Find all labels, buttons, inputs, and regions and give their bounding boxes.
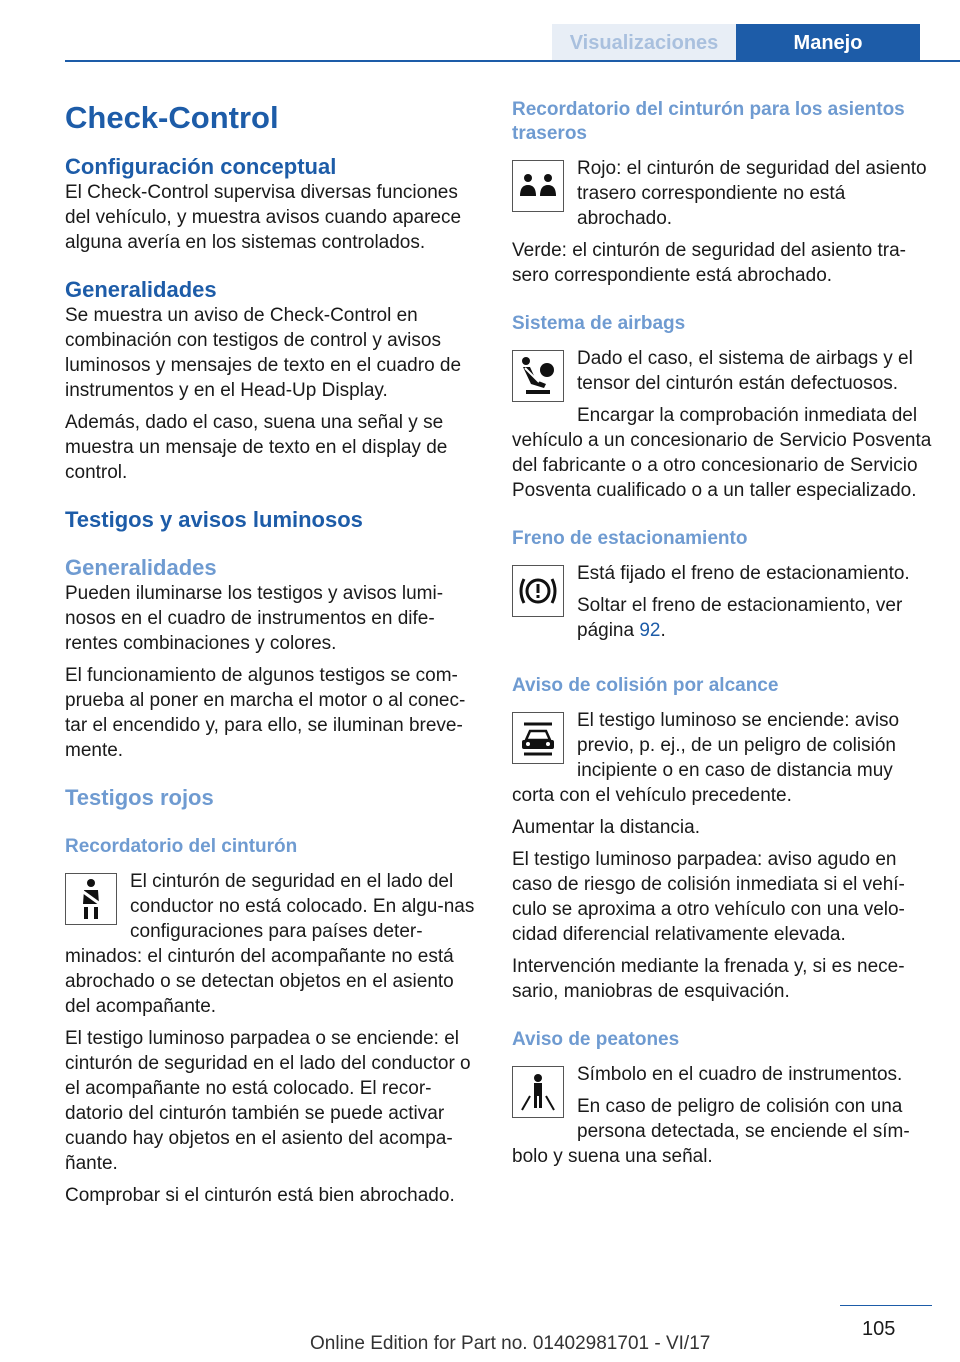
paragraph: El testigo luminoso parpadea o se enciende: el cinturón de seguridad en el lado del conductor o el acompañante no está colocado. El recor‐datorio del cinturón también se puede activar cuando hay objetos en el asiento del acompa‐ñante. (65, 1028, 471, 1174)
parking-brake-icon (512, 565, 564, 617)
heading-peatones: Aviso de peatones (512, 1029, 680, 1050)
pedestrian-warning-icon (512, 1066, 564, 1118)
page-number: 105 (862, 1318, 896, 1340)
header-tabs (552, 24, 920, 62)
paragraph: Pueden iluminarse los testigos y avisos lumi‐nosos en el cuadro de instrumentos en dife‐rentes combinaciones y colores. (65, 583, 444, 654)
seatbelt-warning-icon (65, 873, 117, 925)
paragraph: Se muestra un aviso de Check-Control en combinación con testigos de control y avisos luminosos y mensajes de texto en el cuadro de instrumentos y en el Head-Up Display. (65, 305, 462, 401)
page-link[interactable]: 92 (639, 620, 661, 641)
header-rule (65, 60, 960, 62)
paragraph: Comprobar si el cinturón está bien abrochado. (65, 1185, 455, 1206)
paragraph: El testigo luminoso parpadea: aviso agudo en caso de riesgo de colisión inmediata si el vehí‐culo se aproxima a otro vehículo con una velo‐cidad diferencial relativamente elevada. (512, 849, 905, 945)
paragraph: En caso de peligro de colisión con una persona detectada, se enciende el sím‐bolo y suena una señal. (512, 1096, 910, 1167)
paragraph: El cinturón de seguridad en el lado del conductor no está colocado. En algu‐nas configuraciones para países deter‐minados: el cinturón del acompañante no está abrochado o se detectan objetos en el asiento del acompañante. (65, 871, 475, 1017)
paragraph: El testigo luminoso se enciende: aviso previo, p. ej., de un peligro de colisión incipiente o en caso de distancia muy corta con el vehículo precedente. (512, 710, 900, 806)
footer-rule (840, 1305, 932, 1306)
heading-airbags: Sistema de airbags (512, 313, 686, 334)
subheading-generalidades: Generalidades (65, 555, 217, 580)
paragraph-text: Soltar el freno de estacionamiento, ver página (577, 595, 903, 641)
paragraph: Aumentar la distancia. (512, 817, 700, 838)
airbag-icon (512, 350, 564, 402)
paragraph: Símbolo en el cuadro de instrumentos. (577, 1064, 903, 1085)
paragraph: El funcionamiento de algunos testigos se com‐prueba al poner en marcha el motor o al conec‐tar el encendido y, para ello, se iluminan breve‐mente. (65, 665, 466, 761)
heading-freno: Freno de estacionamiento (512, 528, 748, 549)
paragraph: Intervención mediante la frenada y, si es nece‐sario, maniobras de esquivación. (512, 956, 905, 1002)
heading-testigos: Testigos y avisos luminosos (65, 507, 363, 532)
paragraph: Está fijado el freno de estacionamiento. (577, 563, 910, 584)
tab-visualizaciones[interactable]: Visualizaciones (552, 24, 736, 62)
footer-edition: Online Edition for Part no. 01402981701 - VI/17 (310, 1333, 711, 1354)
paragraph: Dado el caso, el sistema de airbags y el tensor del cinturón están defectuosos. (577, 348, 913, 394)
rear-seatbelt-icon (512, 160, 564, 212)
collision-warning-icon (512, 712, 564, 764)
heading-recordatorio-cinturon: Recordatorio del cinturón (65, 836, 298, 857)
subheading-testigos-rojos: Testigos rojos (65, 785, 214, 810)
paragraph: Encargar la comprobación inmediata del vehículo a un concesionario de Servicio Posventa del fabricante o a otro concesionario de Servicio Posventa cualificado o a un taller especializado. (512, 405, 932, 501)
heading-configuracion: Configuración conceptual (65, 154, 337, 179)
paragraph (512, 593, 932, 643)
paragraph-text: . (660, 620, 666, 641)
paragraph: El Check-Control supervisa diversas funciones del vehículo, y muestra avisos cuando aparece alguna avería en los sistemas controlados. (65, 182, 462, 253)
heading-generalidades: Generalidades (65, 277, 217, 302)
paragraph: Rojo: el cinturón de seguridad del asiento trasero correspondiente no está abrochado. (577, 158, 927, 229)
heading-recordatorio-traseros: Recordatorio del cinturón para los asientos traseros (512, 99, 905, 144)
page-title: Check-Control (65, 100, 279, 135)
tab-manejo[interactable]: Manejo (736, 24, 920, 62)
paragraph: Además, dado el caso, suena una señal y se muestra un mensaje de texto en el display de control. (65, 412, 448, 483)
right-column (512, 98, 932, 1176)
heading-colision: Aviso de colisión por alcance (512, 675, 779, 696)
paragraph: Verde: el cinturón de seguridad del asiento tra‐sero correspondiente está abrochado. (512, 240, 906, 286)
left-column (65, 98, 480, 1215)
